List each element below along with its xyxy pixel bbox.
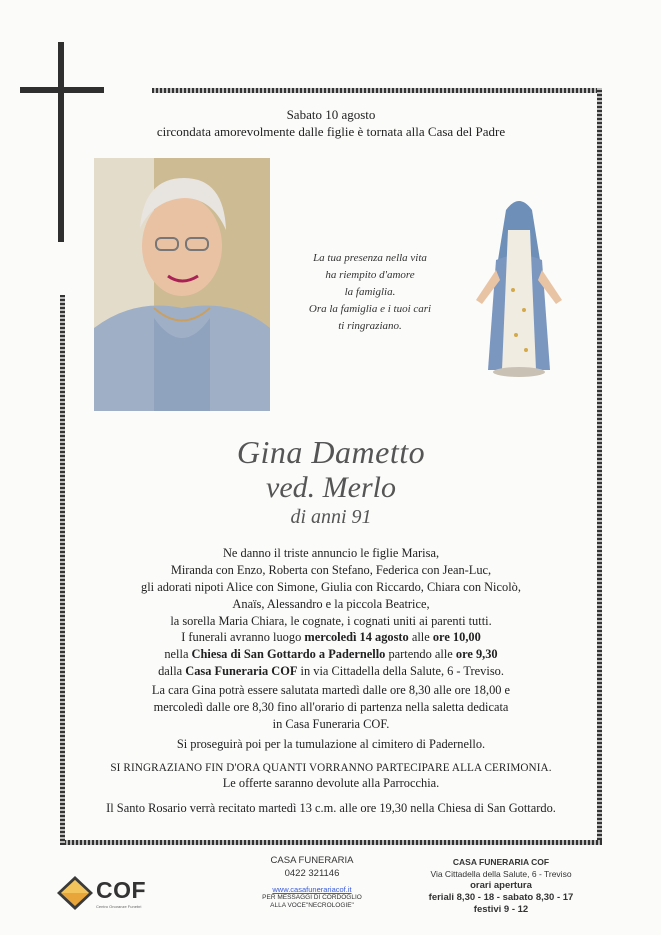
footer-hours	[398, 856, 604, 916]
verse-line: ha riempito d'amore	[325, 269, 415, 281]
visitation-line: in Casa Funeraria COF.	[272, 717, 390, 731]
footer-contact-title: CASA FUNERARIA	[270, 855, 354, 866]
death-date: Sabato 10 agosto	[286, 107, 376, 122]
intro-line: circondata amorevolmente dalle figlie è tornata alla Casa del Padre	[156, 124, 506, 139]
verse-line: ti ringraziano.	[338, 320, 402, 332]
visitation-line: mercoledì dalle ore 8,30 fino all'orario di partenza nella saletta dedicata	[153, 700, 509, 714]
burial-line: Si proseguirà poi per la tumulazione al cimitero di Padernello.	[176, 737, 486, 751]
footer-address: Via Cittadella della Salute, 6 - Treviso	[430, 869, 572, 879]
frame-right-border	[597, 88, 602, 844]
announcement-paragraph	[66, 545, 596, 630]
offerings-line: Le offerte saranno devolute alla Parrocchia.	[222, 776, 440, 790]
footer-phone: 0422 321146	[284, 868, 340, 879]
footer-holiday-hours: festivi 9 - 12	[473, 904, 529, 915]
deceased-name: Gina Dametto	[236, 434, 426, 470]
frame-top-border	[152, 88, 602, 93]
deceased-married-name: ved. Merlo	[266, 471, 396, 504]
rosary-line: Il Santo Rosario verrà recitato martedì 13 c.m. alle ore 19,30 nella Chiesa di San Gottardo.	[106, 801, 556, 815]
footer-website-link[interactable]: www.casafunerariacof.it	[272, 885, 352, 894]
footer-contact	[232, 854, 392, 910]
footer-weekday-hours: feriali 8,30 - 18 - sabato 8,30 - 17	[428, 892, 574, 903]
cof-logo-text: COF	[96, 877, 147, 903]
visitation-paragraph	[66, 682, 596, 733]
funeral-line: dalla Casa Funeraria COF in via Cittadella della Salute, 6 - Treviso.	[158, 664, 504, 678]
cross-vertical-bar	[58, 42, 64, 242]
footer-hours-title: CASA FUNERARIA COF	[452, 857, 550, 867]
cof-diamond-icon	[55, 874, 95, 912]
verse-line: Ora la famiglia e i tuoi cari	[308, 303, 432, 315]
announcement-line: Anaïs, Alessandro e la piccola Beatrice,	[232, 597, 430, 611]
footer-note: ALLA VOCE"NECROLOGIE"	[270, 902, 354, 909]
thanks-line: SI RINGRAZIANO FIN D'ORA QUANTI VORRANNO PARTECIPARE ALLA CERIMONIA.	[110, 762, 552, 774]
frame-left-border	[60, 295, 65, 845]
funeral-line: I funerali avranno luogo mercoledì 14 agosto alle ore 10,00	[181, 630, 481, 644]
footer-opening-label: orari apertura	[470, 880, 532, 891]
portrait-photo	[94, 158, 270, 411]
funeral-line: nella Chiesa di San Gottardo a Padernello partendo alle ore 9,30	[164, 647, 498, 661]
verse-line: la famiglia.	[344, 286, 396, 298]
cof-logo-subtitle: Centro Onoranze Funebri	[96, 904, 142, 909]
deceased-age: di anni 91	[290, 506, 372, 528]
funeral-paragraph	[66, 629, 596, 680]
frame-bottom-border	[60, 840, 602, 845]
madonna-image	[466, 190, 572, 380]
footer-note: PER MESSAGGI DI CORDOGLIO	[262, 894, 362, 901]
announcement-line: la sorella Maria Chiara, le cognate, i cognati uniti ai parenti tutti.	[170, 614, 492, 628]
announcement-line: gli adorati nipoti Alice con Simone, Giulia con Riccardo, Chiara con Nicolò,	[141, 580, 521, 594]
memorial-verse	[290, 250, 450, 335]
cross-horizontal-bar	[20, 87, 104, 93]
verse-line: La tua presenza nella vita	[313, 252, 427, 264]
visitation-line: La cara Gina potrà essere salutata martedì dalle ore 8,30 alle ore 18,00 e	[151, 683, 511, 697]
announcement-line: Ne danno il triste annuncio le figlie Marisa,	[222, 546, 440, 560]
announcement-line: Miranda con Enzo, Roberta con Stefano, Federica con Jean-Luc,	[170, 563, 492, 577]
